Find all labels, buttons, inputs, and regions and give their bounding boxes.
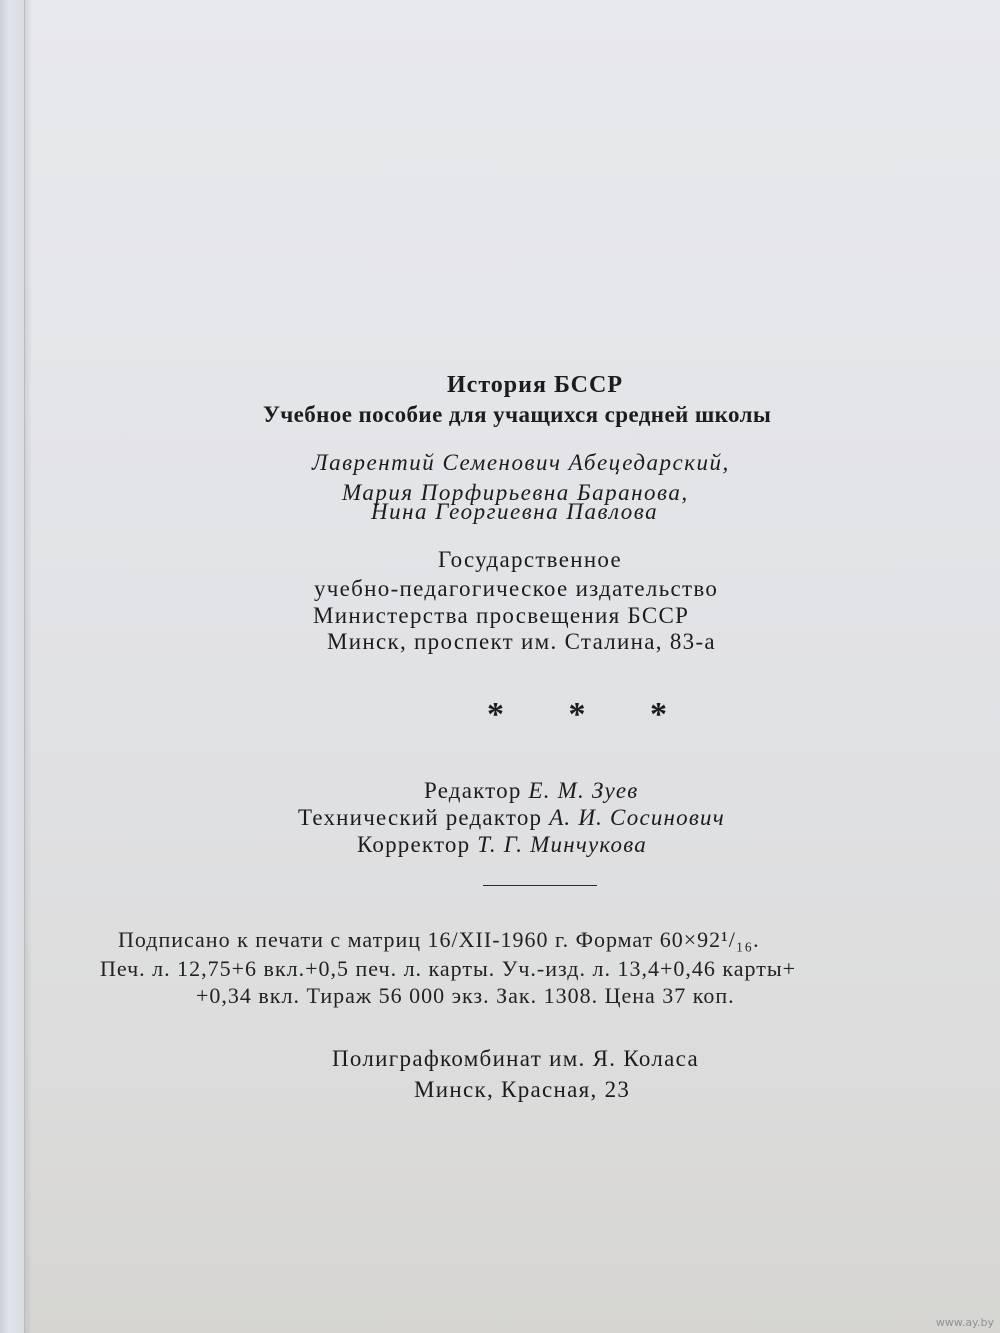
book-title: История БССР <box>447 372 623 398</box>
credit-tech-editor <box>298 806 725 829</box>
publisher-line-4: Минск, проспект им. Сталина, 83-а <box>327 629 716 654</box>
credit-name: А. И. Сосинович <box>549 805 725 830</box>
imprint-line-2: Печ. л. 12,75+6 вкл.+0,5 печ. л. карты. Уч.-изд. л. 13,4+0,46 карты+ <box>100 956 797 981</box>
author-2: Мария Порфирьевна Баранова, <box>342 480 689 505</box>
credit-name: Е. М. Зуев <box>528 778 639 803</box>
divider-rule <box>483 885 597 886</box>
printer-address: Минск, Красная, 23 <box>414 1077 631 1102</box>
credit-role: Корректор <box>357 832 471 857</box>
printer-name: Полиграфкомбинат им. Я. Коласа <box>332 1046 699 1071</box>
book-subtitle: Учебное пособие для учащихся средней школы <box>263 402 772 427</box>
imprint-line-3: +0,34 вкл. Тираж 56 000 экз. Зак. 1308. Цена 37 коп. <box>196 983 735 1008</box>
binding-shadow <box>24 0 32 1333</box>
credit-editor <box>424 779 638 802</box>
credit-role: Технический редактор <box>298 805 543 830</box>
book-binding <box>0 0 25 1333</box>
publisher-line-2: учебно-педагогическое издательство <box>314 576 719 601</box>
credit-name: Т. Г. Минчукова <box>477 832 647 857</box>
publisher-line-3: Министерства просвещения БССР <box>313 603 690 628</box>
publisher-line-1: Государственное <box>438 547 623 572</box>
site-watermark: www.ay.by <box>935 1316 994 1329</box>
author-1: Лаврентий Семенович Абецедарский, <box>312 450 730 475</box>
imprint-line-1: Подписано к печати с матриц 16/XII-1960 г. Формат 60×92¹/₁₆. <box>118 927 760 952</box>
section-separator: * * * <box>487 696 695 733</box>
author-3: Нина Георгиевна Павлова <box>371 499 659 524</box>
credit-proofreader <box>357 833 647 856</box>
credit-role: Редактор <box>424 778 522 803</box>
